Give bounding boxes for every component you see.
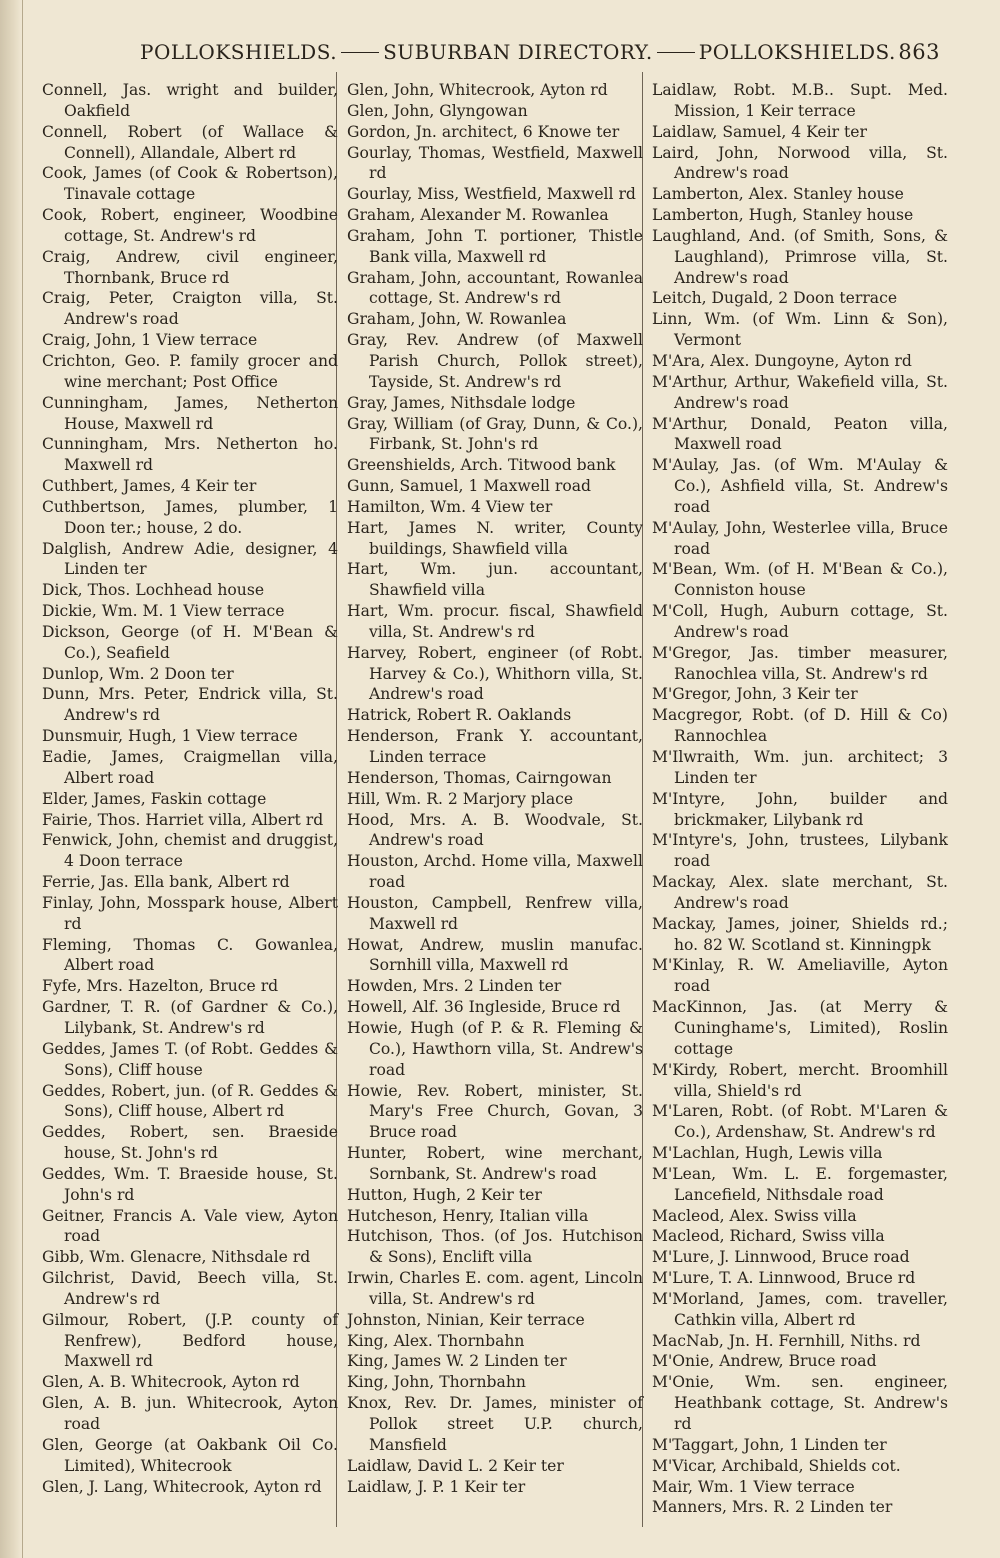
directory-entry: Henderson, Frank Y. accountant, Linden terrace <box>347 727 643 766</box>
directory-entry: Mackay, Alex. slate merchant, St. Andrew's road <box>652 873 948 912</box>
directory-entry: Gilmour, Robert, (J.P. county of Renfrew), Bedford house, Maxwell rd <box>42 1310 338 1371</box>
directory-entry: Laughland, And. (of Smith, Sons, & Laughland), Primrose villa, St. Andrew's road <box>652 226 948 287</box>
directory-entry: M'Gregor, John, 3 Keir ter <box>652 685 858 704</box>
directory-entry: M'Ilwraith, Wm. jun. architect; 3 Linden ter <box>652 748 948 787</box>
directory-entry: Hutcheson, Henry, Italian villa <box>347 1206 589 1225</box>
page-header <box>140 40 940 72</box>
directory-entry: Eadie, James, Craigmellan villa, Albert road <box>42 748 338 787</box>
directory-entry: Henderson, Thomas, Cairngowan <box>347 768 612 787</box>
directory-entry: M'Taggart, John, 1 Linden ter <box>652 1435 887 1454</box>
directory-entry: Gourlay, Miss, Westfield, Maxwell rd <box>347 185 636 204</box>
directory-entry: Glen, J. Lang, Whitecrook, Ayton rd <box>42 1477 322 1496</box>
directory-entry: Cunningham, James, Netherton House, Maxwell rd <box>42 393 338 433</box>
directory-entry: M'Lure, T. A. Linnwood, Bruce rd <box>652 1269 916 1288</box>
directory-entry: M'Onie, Andrew, Bruce road <box>652 1352 877 1371</box>
directory-entry: Geddes, Robert, jun. (of R. Geddes & Sons), Cliff house, Albert rd <box>42 1081 338 1121</box>
directory-entry: Lamberton, Alex. Stanley house <box>652 185 904 204</box>
directory-entry: Dunn, Mrs. Peter, Endrick villa, St. Andrew's rd <box>42 685 338 725</box>
directory-entry: Hart, Wm. procur. fiscal, Shawfield villa, St. Andrew's rd <box>347 602 643 641</box>
directory-entry: Hood, Mrs. A. B. Woodvale, St. Andrew's road <box>347 810 643 850</box>
directory-entry: Graham, John T. portioner, Thistle Bank villa, Maxwell rd <box>347 226 643 266</box>
directory-column-2 <box>347 80 643 1497</box>
directory-entry: Glen, A. B. Whitecrook, Ayton rd <box>42 1373 300 1392</box>
directory-entry: Hunter, Robert, wine merchant, Sornbank, St. Andrew's road <box>347 1144 643 1183</box>
directory-entry: Laidlaw, Robt. M.B.. Supt. Med. Mission, 1 Keir terrace <box>652 81 948 120</box>
directory-entry: Gordon, Jn. architect, 6 Knowe ter <box>347 122 620 141</box>
directory-entry: Cuthbertson, James, plumber, 1 Doon ter.; house, 2 do. <box>42 497 338 537</box>
directory-entry: Laidlaw, David L. 2 Keir ter <box>347 1456 564 1475</box>
directory-entry: Howie, Rev. Robert, minister, St. Mary's Free Church, Govan, 3 Bruce road <box>347 1081 643 1142</box>
directory-entry: MacNab, Jn. H. Fernhill, Niths. rd <box>652 1331 921 1350</box>
directory-entry: Graham, Alexander M. Rowanlea <box>347 206 609 225</box>
header-dash-rule <box>657 52 695 53</box>
header-center-title: SUBURBAN DIRECTORY. <box>383 40 653 64</box>
directory-entry: Graham, John, W. Rowanlea <box>347 310 567 329</box>
directory-entry: Hatrick, Robert R. Oaklands <box>347 706 572 725</box>
directory-entry: Laidlaw, Samuel, 4 Keir ter <box>652 122 867 141</box>
directory-entry: M'Gregor, Jas. timber measurer, Ranochlea villa, St. Andrew's rd <box>652 643 948 683</box>
directory-entry: Geddes, Wm. T. Braeside house, St. John's rd <box>42 1164 338 1204</box>
page-number: 863 <box>898 40 940 64</box>
directory-entry: Elder, James, Faskin cottage <box>42 789 267 808</box>
directory-entry: M'Kirdy, Robert, mercht. Broomhill villa, Shield's rd <box>652 1060 948 1100</box>
directory-column-3 <box>652 80 948 1518</box>
directory-entry: Dickie, Wm. M. 1 View terrace <box>42 602 285 621</box>
directory-entry: Glen, John, Glyngowan <box>347 101 528 120</box>
directory-entry: Laird, John, Norwood villa, St. Andrew's road <box>652 143 948 183</box>
header-left-title: POLLOKSHIELDS. <box>140 40 338 64</box>
directory-entry: Knox, Rev. Dr. James, minister of Pollok street U.P. church, Mansfield <box>347 1394 643 1454</box>
directory-entry: M'Intyre's, John, trustees, Lilybank road <box>652 831 948 871</box>
directory-entry: Geitner, Francis A. Vale view, Ayton road <box>42 1206 338 1246</box>
directory-entry: Gardner, T. R. (of Gardner & Co.), Lilybank, St. Andrew's rd <box>42 998 338 1037</box>
directory-entry: Hart, Wm. jun. accountant, Shawfield villa <box>347 560 643 600</box>
directory-entry: Fleming, Thomas C. Gowanlea, Albert road <box>42 935 338 975</box>
directory-entry: Gray, William (of Gray, Dunn, & Co.), Firbank, St. John's rd <box>347 414 643 454</box>
directory-entry: Lamberton, Hugh, Stanley house <box>652 206 914 225</box>
directory-entry: Howden, Mrs. 2 Linden ter <box>347 977 562 996</box>
directory-entry: M'Arthur, Arthur, Wakefield villa, St. Andrew's road <box>652 372 948 412</box>
directory-entry: Laidlaw, J. P. 1 Keir ter <box>347 1477 526 1496</box>
directory-entry: Leitch, Dugald, 2 Doon terrace <box>652 289 898 308</box>
directory-entry: Fairie, Thos. Harriet villa, Albert rd <box>42 810 324 829</box>
directory-entry: Geddes, James T. (of Robt. Geddes & Sons), Cliff house <box>42 1039 338 1079</box>
directory-entry: Dunsmuir, Hugh, 1 View terrace <box>42 727 298 746</box>
directory-entry: Gunn, Samuel, 1 Maxwell road <box>347 477 592 496</box>
directory-entry: M'Laren, Robt. (of Robt. M'Laren & Co.), Ardenshaw, St. Andrew's rd <box>652 1102 948 1142</box>
directory-entry: M'Lure, J. Linnwood, Bruce road <box>652 1248 910 1267</box>
directory-entry: Ferrie, Jas. Ella bank, Albert rd <box>42 873 290 892</box>
directory-entry: Macleod, Richard, Swiss villa <box>652 1227 885 1246</box>
header-dash-rule <box>341 52 379 53</box>
directory-entry: Howell, Alf. 36 Ingleside, Bruce rd <box>347 998 621 1017</box>
directory-entry: Hill, Wm. R. 2 Marjory place <box>347 789 574 808</box>
directory-entry: M'Aulay, Jas. (of Wm. M'Aulay & Co.), Ashfield villa, St. Andrew's road <box>652 456 948 516</box>
directory-entry: Fyfe, Mrs. Hazelton, Bruce rd <box>42 977 279 996</box>
directory-entry: Graham, John, accountant, Rowanlea cottage, St. Andrew's rd <box>347 268 643 308</box>
directory-entry: Mackay, James, joiner, Shields rd.; ho. 82 W. Scotland st. Kinningpk <box>652 914 948 954</box>
directory-entry: Houston, Campbell, Renfrew villa, Maxwell rd <box>347 893 643 933</box>
directory-entry: Greenshields, Arch. Titwood bank <box>347 456 616 475</box>
directory-entry: Cook, James (of Cook & Robertson), Tinavale cottage <box>42 164 338 204</box>
directory-entry: M'Lachlan, Hugh, Lewis villa <box>652 1144 883 1163</box>
directory-entry: Gray, James, Nithsdale lodge <box>347 393 576 412</box>
directory-entry: M'Onie, Wm. sen. engineer, Heathbank cottage, St. Andrew's rd <box>652 1373 948 1433</box>
directory-entry: Cunningham, Mrs. Netherton ho. Maxwell rd <box>42 435 338 475</box>
directory-entry: Glen, John, Whitecrook, Ayton rd <box>347 81 608 99</box>
directory-entry: M'Ara, Alex. Dungoyne, Ayton rd <box>652 351 912 370</box>
directory-entry: Hutchison, Thos. (of Jos. Hutchison & Sons), Enclift villa <box>347 1227 643 1267</box>
directory-entry: M'Lean, Wm. L. E. forgemaster, Lancefield, Nithsdale road <box>652 1164 948 1204</box>
directory-entry: Mair, Wm. 1 View terrace <box>652 1477 855 1496</box>
directory-entry: Cuthbert, James, 4 Keir ter <box>42 477 257 496</box>
directory-entry: Harvey, Robert, engineer (of Robt. Harvey & Co.), Whithorn villa, St. Andrew's road <box>347 643 643 704</box>
directory-entry: Geddes, Robert, sen. Braeside house, St. John's rd <box>42 1123 338 1163</box>
directory-entry: Dunlop, Wm. 2 Doon ter <box>42 664 234 683</box>
directory-entry: Cook, Robert, engineer, Woodbine cottage, St. Andrew's rd <box>42 206 338 245</box>
directory-entry: Gray, Rev. Andrew (of Maxwell Parish Church, Pollok street), Tayside, St. Andrew's rd <box>347 331 643 391</box>
directory-entry: Howie, Hugh (of P. & R. Fleming & Co.), Hawthorn villa, St. Andrew's road <box>347 1018 643 1079</box>
directory-entry: Fenwick, John, chemist and druggist, 4 Doon terrace <box>42 831 338 871</box>
directory-entry: Gilchrist, David, Beech villa, St. Andrew's rd <box>42 1269 338 1308</box>
directory-entry: Finlay, John, Mosspark house, Albert rd <box>42 893 338 933</box>
directory-entry: Connell, Jas. wright and builder, Oakfield <box>42 81 338 120</box>
directory-entry: M'Aulay, John, Westerlee villa, Bruce road <box>652 518 948 558</box>
directory-entry: Gourlay, Thomas, Westfield, Maxwell rd <box>347 143 643 183</box>
directory-entry: Gibb, Wm. Glenacre, Nithsdale rd <box>42 1248 311 1267</box>
directory-entry: Dalglish, Andrew Adie, designer, 4 Linden ter <box>42 539 338 579</box>
directory-entry: Dickson, George (of H. M'Bean & Co.), Seafield <box>42 622 338 662</box>
directory-entry: King, James W. 2 Linden ter <box>347 1352 567 1371</box>
header-right-title: POLLOKSHIELDS. <box>698 40 896 64</box>
directory-entry: M'Coll, Hugh, Auburn cottage, St. Andrew's road <box>652 602 948 641</box>
directory-entry: Hamilton, Wm. 4 View ter <box>347 497 553 516</box>
directory-entry: Hart, James N. writer, County buildings, Shawfield villa <box>347 518 643 558</box>
directory-entry: Linn, Wm. (of Wm. Linn & Son), Vermont <box>652 310 948 350</box>
directory-entry: M'Intyre, John, builder and brickmaker, Lilybank rd <box>652 789 948 829</box>
directory-entry: Connell, Robert (of Wallace & Connell), Allandale, Albert rd <box>42 122 338 162</box>
directory-entry: Hutton, Hugh, 2 Keir ter <box>347 1185 542 1204</box>
directory-entry: Houston, Archd. Home villa, Maxwell road <box>347 852 643 892</box>
directory-entry: Howat, Andrew, muslin manufac. Sornhill villa, Maxwell rd <box>347 935 643 975</box>
directory-entry: Craig, Peter, Craigton villa, St. Andrew's road <box>42 289 338 329</box>
directory-entry: Craig, Andrew, civil engineer, Thornbank, Bruce rd <box>42 247 338 287</box>
directory-entry: Craig, John, 1 View terrace <box>42 331 258 350</box>
directory-column-1 <box>42 80 338 1497</box>
directory-entry: Irwin, Charles E. com. agent, Lincoln villa, St. Andrew's rd <box>347 1269 643 1308</box>
directory-entry: Macleod, Alex. Swiss villa <box>652 1206 857 1225</box>
directory-entry: King, Alex. Thornbahn <box>347 1331 525 1350</box>
directory-entry: Crichton, Geo. P. family grocer and wine merchant; Post Office <box>42 351 338 391</box>
directory-entry: Macgregor, Robt. (of D. Hill & Co) Rannochlea <box>652 706 948 746</box>
directory-entry: M'Bean, Wm. (of H. M'Bean & Co.), Conniston house <box>652 560 948 600</box>
directory-entry: Dick, Thos. Lochhead house <box>42 581 265 600</box>
directory-entry: Glen, George (at Oakbank Oil Co. Limited), Whitecrook <box>42 1435 338 1475</box>
directory-entry: Johnston, Ninian, Keir terrace <box>347 1310 585 1329</box>
directory-entry: King, John, Thornbahn <box>347 1373 526 1392</box>
directory-entry: Manners, Mrs. R. 2 Linden ter <box>652 1498 893 1517</box>
book-binding-edge <box>0 0 23 1558</box>
directory-entry: M'Kinlay, R. W. Ameliaville, Ayton road <box>652 956 948 996</box>
directory-entry: M'Arthur, Donald, Peaton villa, Maxwell road <box>652 414 948 454</box>
directory-entry: M'Vicar, Archibald, Shields cot. <box>652 1456 901 1475</box>
directory-entry: Glen, A. B. jun. Whitecrook, Ayton road <box>42 1394 338 1433</box>
directory-entry: MacKinnon, Jas. (at Merry & Cuninghame's, Limited), Roslin cottage <box>652 998 948 1058</box>
directory-entry: M'Morland, James, com. traveller, Cathkin villa, Albert rd <box>652 1289 948 1329</box>
